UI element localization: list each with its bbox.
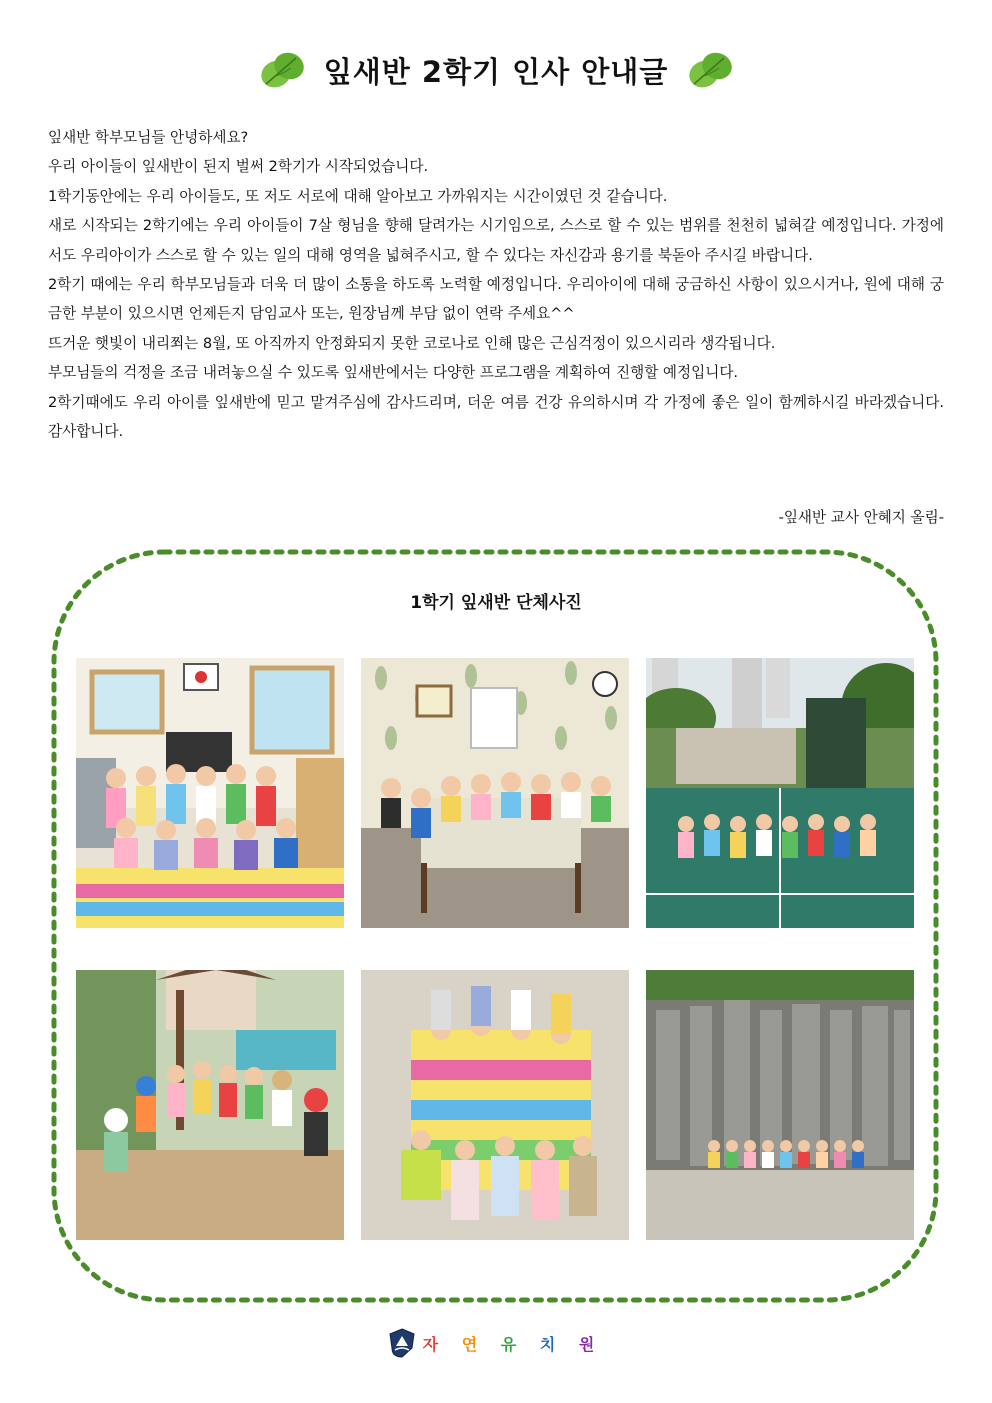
letter-paragraph: 뜨거운 햇빛이 내리쬐는 8월, 또 아직까지 안정화되지 못한 코로나로 인해 많은 근심걱정이 있으시리라 생각됩니다. <box>48 334 776 352</box>
class-photo-rock-wall <box>646 970 914 1240</box>
leaf-icon <box>686 48 734 92</box>
leaf-icon <box>258 48 306 92</box>
kindergarten-name-char: 유 <box>500 1334 526 1354</box>
kindergarten-name-char: 연 <box>461 1334 487 1354</box>
class-photo-sandpit <box>76 970 344 1240</box>
footer <box>0 1326 992 1360</box>
title-row <box>0 40 992 100</box>
kindergarten-name <box>423 1332 604 1355</box>
signature: -잎새반 교사 안혜지 올림- <box>778 509 944 526</box>
letter-paragraph: 2학기때에도 우리 아이를 잎새반에 믿고 맡겨주심에 감사드리며, 더운 여름 건강 유의하시며 각 가정에 좋은 일이 함께하시길 바라겠습니다. 감사합니다. <box>48 393 944 441</box>
letter-paragraph: 우리 아이들이 잎새반이 된지 벌써 2학기가 시작되었습니다. <box>48 158 429 176</box>
class-photo-dining-room <box>361 658 629 928</box>
letter-paragraph: 새로 시작되는 2학기에는 우리 아이들이 7살 형님을 향해 달려가는 시기임으로, 스스로 할 수 있는 범위를 천천히 넓혀갈 예정입니다. 가정에서도 우리아이가 스스로 할 수 있는 일의 대해 영역을 넓혀주시고, 할 수 있다는 자신감과 용기를 북돋아 주시길 바랍니다. <box>48 217 944 264</box>
kindergarten-name-char: 원 <box>578 1334 604 1354</box>
letter-paragraph: 2학기 때에는 우리 학부모님들과 더욱 더 많이 소통을 하도록 노력할 예정입니다. 우리아이에 대해 궁금하신 사항이 있으시거나, 원에 대해 궁금한 부분이 있으시면 언제든지 담임교사 또는, 원장님께 부담 없이 연락 주세요^^ <box>48 276 944 323</box>
photo-section-title: 1학기 잎새반 단체사진 <box>410 593 582 613</box>
class-photo-play-mat <box>361 970 629 1240</box>
class-photo-outdoor-court <box>646 658 914 928</box>
page-title: 잎새반 2학기 인사 안내글 <box>323 54 669 89</box>
letter-paragraph: 부모님들의 걱정을 조금 내려놓으실 수 있도록 잎새반에서는 다양한 프로그램을 계획하여 진행할 예정입니다. <box>48 364 739 382</box>
letter-paragraph: 잎새반 학부모님들 안녕하세요? <box>48 129 249 146</box>
letter-body <box>48 123 944 446</box>
kindergarten-name-char: 자 <box>422 1334 448 1354</box>
kindergarten-emblem-icon <box>389 1328 415 1358</box>
letter-paragraph: 1학기동안에는 우리 아이들도, 또 저도 서로에 대해 알아보고 가까워지는 시간이였던 것 같습니다. <box>48 187 668 205</box>
class-photo-classroom <box>76 658 344 928</box>
kindergarten-name-char: 치 <box>539 1334 565 1354</box>
